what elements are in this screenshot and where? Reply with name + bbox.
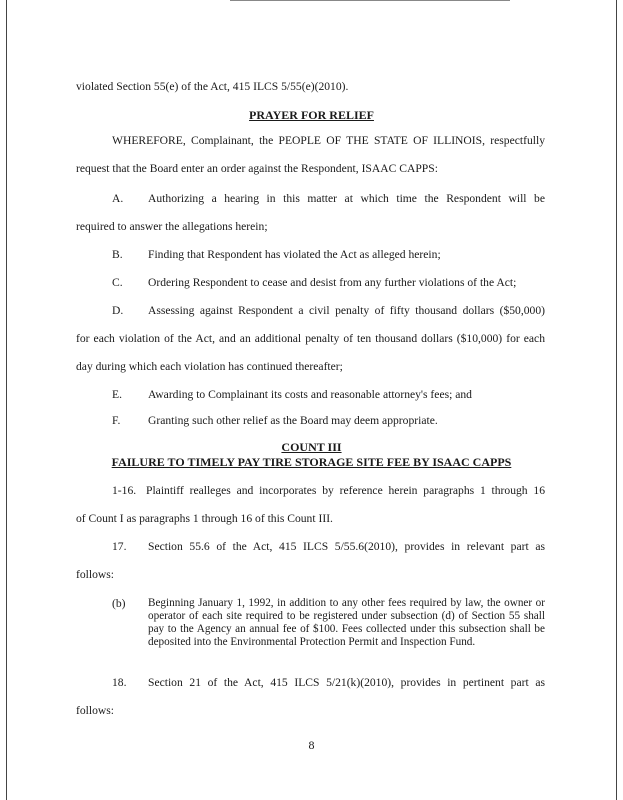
para-1-16-line-2: of Count I as paragraphs 1 through 16 of this Count III. [76, 512, 333, 525]
page-number: 8 [308, 738, 315, 752]
para-18-line-2: follows: [76, 704, 115, 717]
quote-b-text: Beginning January 1, 1992, in addition to any other fees required by law, the owner or operator of each site required to be registered under subsection (d) of Section 55 shall pay to the Agency an annual fee of $100. Fees collected under this subsection shall be deposited into the Environmental Protection Permit and Inspection Fund. [148, 597, 545, 648]
para-18-label: 18. [112, 676, 127, 689]
item-b-label: B. [112, 248, 123, 261]
item-b-line-1: Finding that Respondent has violated the Act as alleged herein; [148, 248, 441, 261]
item-f-label: F. [112, 414, 121, 427]
intro-line: violated Section 55(e) of the Act, 415 ILCS 5/55(e)(2010). [76, 80, 349, 93]
para-18-line-1: Section 21 of the Act, 415 ILCS 5/21(k)(2010), provides in pertinent part as [148, 676, 545, 689]
para-17-label: 17. [112, 540, 127, 553]
item-a-line-1: Authorizing a hearing in this matter at which time the Respondent will be [148, 192, 545, 205]
item-e-line-1: Awarding to Complainant its costs and reasonable attorney's fees; and [148, 388, 472, 401]
para-17-line-2: follows: [76, 568, 115, 581]
item-d-line-2: for each violation of the Act, and an additional penalty of ten thousand dollars ($10,000) for each [76, 332, 545, 345]
item-d-line-1: Assessing against Respondent a civil penalty of fifty thousand dollars ($50,000) [148, 304, 545, 317]
scan-top-mark [230, 0, 510, 1]
para-1-16-label: 1-16. [112, 484, 137, 497]
item-a-line-2: required to answer the allegations herein; [76, 220, 268, 233]
item-d-line-3: day during which each violation has continued thereafter; [76, 360, 343, 373]
quote-b-label: (b) [112, 597, 126, 610]
count-subheading: FAILURE TO TIMELY PAY TIRE STORAGE SITE FEE BY ISAAC CAPPS [111, 455, 512, 469]
para-17-line-1: Section 55.6 of the Act, 415 ILCS 5/55.6(2010), provides in relevant part as [148, 540, 545, 553]
item-f-line-1: Granting such other relief as the Board may deem appropriate. [148, 414, 438, 427]
wherefore-line-2: request that the Board enter an order against the Respondent, ISAAC CAPPS: [76, 162, 438, 175]
item-d-label: D. [112, 304, 124, 317]
item-a-label: A. [112, 192, 124, 205]
item-c-label: C. [112, 276, 123, 289]
item-c-line-1: Ordering Respondent to cease and desist from any further violations of the Act; [148, 276, 517, 289]
para-1-16-line-1: Plaintiff realleges and incorporates by reference herein paragraphs 1 through 16 [146, 484, 545, 497]
prayer-heading: PRAYER FOR RELIEF [249, 108, 374, 122]
wherefore-line-1: WHEREFORE, Complainant, the PEOPLE OF THE STATE OF ILLINOIS, respectfully [112, 134, 545, 147]
item-e-label: E. [112, 388, 122, 401]
count-heading: COUNT III [281, 440, 342, 454]
